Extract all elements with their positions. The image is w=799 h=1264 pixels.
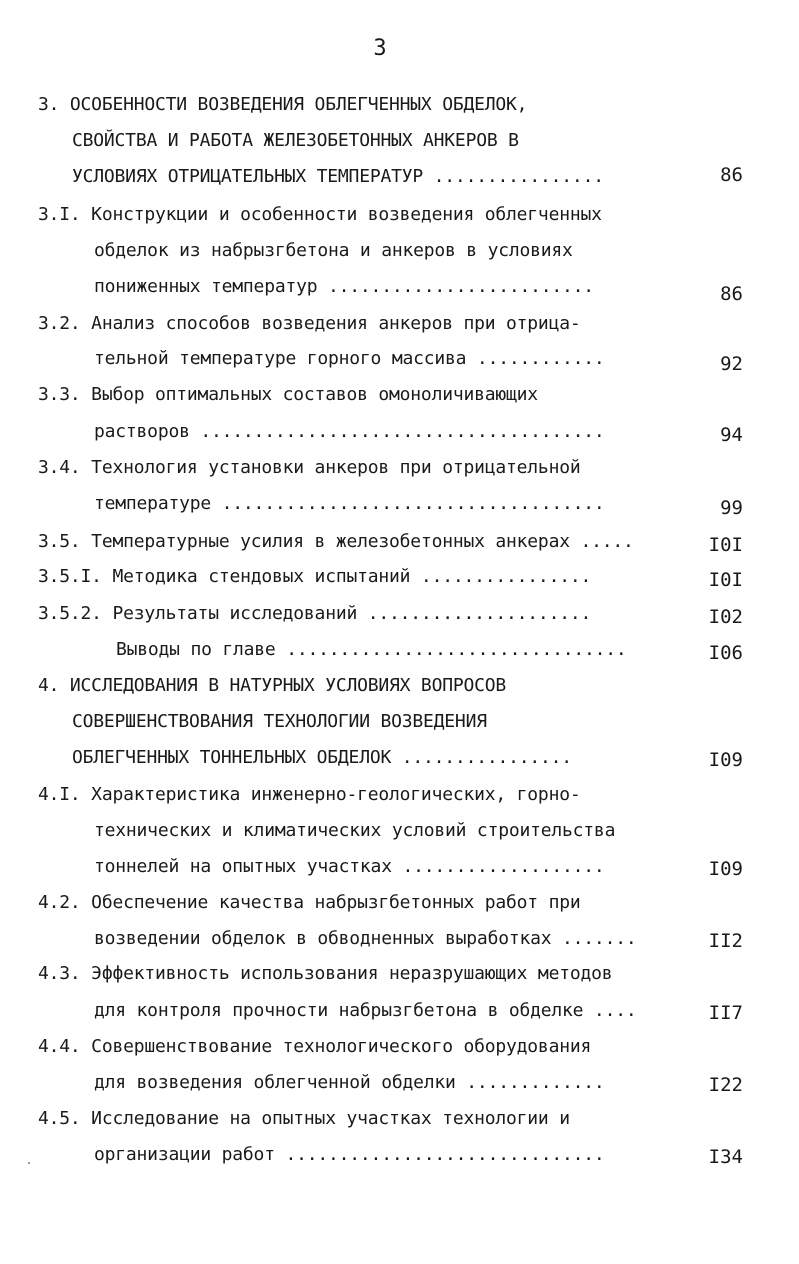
toc-entry-3-4-line-2: температуре .................................... <box>94 493 605 514</box>
toc-entry-3-2-line-2: тельной температуре горного массива ............ <box>94 348 605 369</box>
toc-entry-4-3-page: II7 <box>708 1002 743 1024</box>
toc-entry-3-3-page: 94 <box>720 424 743 446</box>
toc-entry-3-line-2: СВОЙСТВА И РАБОТА ЖЕЛЕЗОБЕТОННЫХ АНКЕРОВ В <box>72 130 519 151</box>
toc-entry-3-3-line-1: 3.3. Выбор оптимальных составов омоноличивающих <box>38 384 538 405</box>
toc-entry-3-line-1: 3. ОСОБЕННОСТИ ВОЗВЕДЕНИЯ ОБЛЕГЧЕННЫХ ОБДЕЛОК, <box>38 94 528 115</box>
toc-entry-4-line-2: СОВЕРШЕНСТВОВАНИЯ ТЕХНОЛОГИИ ВОЗВЕДЕНИЯ <box>72 711 487 732</box>
toc-entry-4-2-line-2: возведении обделок в обводненных выработках ....... <box>94 928 637 949</box>
toc-entry-4-line-1: 4. ИССЛЕДОВАНИЯ В НАТУРНЫХ УСЛОВИЯХ ВОПРОСОВ <box>38 675 507 696</box>
toc-entry-conclusions-line-1: Выводы по главе ................................ <box>116 639 627 660</box>
toc-entry-3-1-page: 86 <box>720 283 743 305</box>
toc-entry-4-5-page: I34 <box>708 1146 743 1168</box>
toc-entry-4-4-line-1: 4.4. Совершенствование технологического оборудования <box>38 1036 592 1057</box>
toc-entry-4-3-line-2: для контроля прочности набрызгбетона в обделке .... <box>94 1000 637 1021</box>
toc-entry-4-3-line-1: 4.3. Эффективность использования неразрушающих методов <box>38 963 613 984</box>
toc-entry-4-1-line-3: тоннелей на опытных участках ................... <box>94 856 605 877</box>
toc-entry-3-5-page: I0I <box>708 534 743 556</box>
toc-entry-4-2-page: II2 <box>708 930 743 952</box>
toc-entry-3-5-1-line-1: 3.5.I. Методика стендовых испытаний ................ <box>38 566 592 587</box>
toc-entry-3-5-2-line-1: 3.5.2. Результаты исследований ..................... <box>38 603 592 624</box>
toc-entry-3-5-line-1: 3.5. Температурные усилия в железобетонных анкерах ..... <box>38 531 634 552</box>
toc-entry-3-2-page: 92 <box>720 353 743 375</box>
toc-entry-3-2-line-1: 3.2. Анализ способов возведения анкеров при отрица- <box>38 313 581 334</box>
page-number: 3 <box>373 36 387 61</box>
toc-entry-4-1-page: I09 <box>708 858 743 880</box>
toc-entry-3-1-line-3: пониженных температур ......................... <box>94 276 594 297</box>
toc-entry-4-2-line-1: 4.2. Обеспечение качества набрызгбетонных работ при <box>38 892 581 913</box>
toc-entry-4-line-3: ОБЛЕГЧЕННЫХ ТОННЕЛЬНЫХ ОБДЕЛОК ................ <box>72 747 572 768</box>
toc-entry-conclusions-page: I06 <box>708 642 743 664</box>
toc-entry-3-5-2-page: I02 <box>708 606 743 628</box>
toc-entry-4-5-line-2: организации работ .............................. <box>94 1144 605 1165</box>
toc-entry-3-3-line-2: растворов ...................................... <box>94 421 605 442</box>
toc-entry-4-page: I09 <box>708 749 743 771</box>
toc-entry-4-1-line-2: технических и климатических условий строительства <box>94 820 616 841</box>
toc-entry-3-1-line-2: обделок из набрызгбетона и анкеров в условиях <box>94 240 573 261</box>
toc-entry-3-page: 86 <box>720 164 743 186</box>
toc-entry-3-5-1-page: I0I <box>708 569 743 591</box>
toc-entry-3-4-page: 99 <box>720 497 743 519</box>
toc-entry-4-1-line-1: 4.I. Характеристика инженерно-геологических, горно- <box>38 784 581 805</box>
toc-entry-3-1-line-1: 3.I. Конструкции и особенности возведения облегченных <box>38 204 602 225</box>
toc-entry-3-4-line-1: 3.4. Технология установки анкеров при отрицательной <box>38 457 581 478</box>
toc-entry-4-4-line-2: для возведения облегченной обделки ............. <box>94 1072 605 1093</box>
toc-entry-3-line-3: УСЛОВИЯХ ОТРИЦАТЕЛЬНЫХ ТЕМПЕРАТУР ................ <box>72 166 604 187</box>
toc-entry-4-5-line-1: 4.5. Исследование на опытных участках технологии и <box>38 1108 570 1129</box>
scan-speck <box>28 1162 30 1164</box>
toc-entry-4-4-page: I22 <box>708 1074 743 1096</box>
